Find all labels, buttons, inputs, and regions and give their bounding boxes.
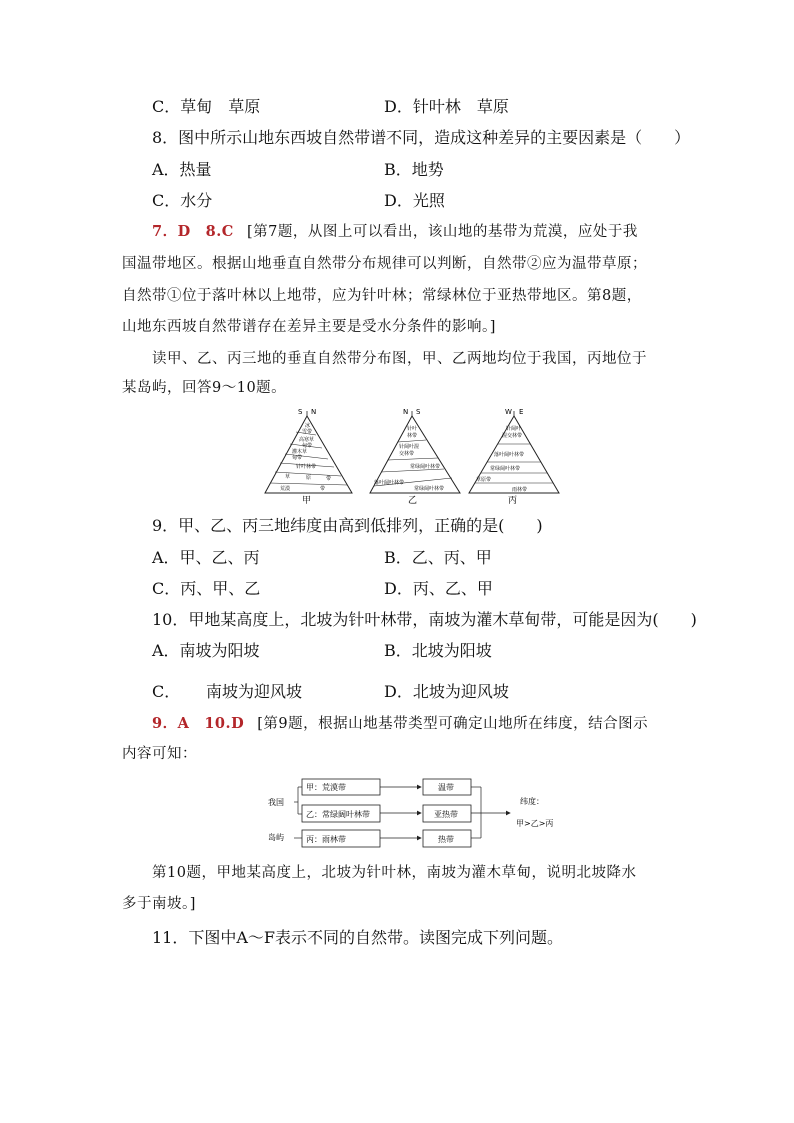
q8-option-c: C．水分 (152, 191, 213, 210)
box-jia-text: 甲：荒漠带 (306, 783, 346, 792)
jia-band-6: 甸带 (292, 455, 303, 461)
bing-band-1: 针阔叶 (506, 426, 522, 432)
answer-9-10-text1: [第9题，根据山地基带类型可确定山地所在纬度，结合图示 (257, 716, 649, 732)
yi-band-5: 常绿阔叶林带 (410, 464, 441, 470)
answer-7-8-line2: 国温带地区。根据山地垂直自然带分布规律可以判断，自然带②应为温带草原； (122, 256, 647, 272)
zone-temperate: 温带 (438, 783, 454, 792)
answer-7-8-line3: 自然带①位于落叶林以上地带，应为针叶林；常绿林位于亚热带地区。第8题， (122, 288, 642, 304)
box-yi-text: 乙：常绿阔叶林带 (306, 810, 370, 819)
q9-option-a: A．甲、乙、丙 (152, 548, 260, 567)
q8-option-b: B．地势 (384, 160, 444, 179)
q9-option-b: B．乙、丙、甲 (384, 548, 492, 567)
bing-band-4: 常绿阔叶林带 (490, 466, 521, 472)
box-bing-text: 丙：雨林带 (306, 835, 346, 844)
q7-option-d: D．针叶林 草原 (384, 97, 509, 116)
jia-band-11: 荒漠 (280, 486, 291, 492)
answer-7-8-text1: [第7题，从图上可以看出，该山地的基带为荒漠，应处于我 (246, 224, 638, 240)
bing-dir-left: W (505, 408, 512, 416)
group-label-china: 我国 (268, 798, 284, 807)
q9-stem: 9．甲、乙、丙三地纬度由高到低排列，正确的是( ) (152, 516, 543, 535)
answer-10-line2: 多于南坡。] (122, 896, 196, 912)
mountain-yi (370, 408, 460, 506)
jia-band-2: 雪带 (302, 429, 313, 435)
q8-option-a: A．热量 (152, 160, 212, 179)
q9-option-c: C．丙、甲、乙 (152, 579, 261, 598)
q8-stem: 8．图中所示山地东西坡自然带谱不同，造成这种差异的主要因素是（ ） (152, 128, 691, 147)
latitude-flow-diagram (266, 772, 596, 850)
intro-line2: 某岛屿，回答9～10题。 (122, 380, 287, 396)
q10-option-a: A．南坡为阳坡 (152, 641, 260, 660)
yi-caption: 乙 (408, 496, 418, 506)
mountain-bing (469, 408, 559, 506)
answer-7-8-line1 (152, 222, 638, 242)
mountain-jia (265, 408, 352, 506)
q7-option-c: C．草甸 草原 (152, 97, 261, 116)
answer-7-8-line4: 山地东西坡自然带谱存在差异主要是受水分条件的影响。] (122, 319, 496, 335)
q10-stem: 10．甲地某高度上，北坡为针叶林带，南坡为灌木草甸带，可能是因为( ) (152, 610, 697, 629)
answer-9-10-line2: 内容可知： (122, 746, 197, 762)
yi-band-4: 交林带 (399, 451, 415, 457)
jia-band-1: 冰 (305, 423, 311, 429)
answer-10-line1: 第10题，甲地某高度上，北坡为针叶林，南坡为灌木草甸，说明北坡降水 (152, 865, 637, 881)
q11-stem: 11．下图中A～F表示不同的自然带。读图完成下列问题。 (152, 928, 564, 947)
q10-option-b: B．北坡为阳坡 (384, 641, 492, 660)
bing-band-2: 混交林带 (502, 433, 523, 439)
jia-band-12: 带 (320, 486, 326, 492)
zone-tropical: 热带 (438, 835, 454, 844)
intro-line1: 读甲、乙、丙三地的垂直自然带分布图，甲、乙两地均位于我国，丙地位于 (152, 351, 647, 367)
result-value: 甲>乙>丙 (516, 819, 554, 828)
bing-caption: 丙 (508, 496, 518, 506)
jia-band-5: 灌木草 (292, 449, 308, 455)
jia-band-9: 原 (306, 475, 312, 481)
jia-dir-right: N (311, 408, 317, 416)
jia-band-3: 高寒草 (299, 437, 315, 443)
bing-band-6: 雨林带 (512, 487, 528, 493)
yi-band-1: 针叶 (407, 426, 418, 432)
q8-option-d: D．光照 (384, 191, 445, 210)
yi-band-7: 常绿阔叶林带 (414, 486, 445, 492)
bing-band-5: 草原带 (476, 477, 492, 483)
yi-dir-left: N (403, 408, 409, 416)
q10-option-c-text: 南坡为迎风坡 (206, 682, 303, 701)
q10-option-c-label: C． (152, 682, 181, 701)
jia-band-7: 针叶林带 (296, 464, 317, 470)
group-label-island: 岛屿 (268, 833, 284, 842)
yi-band-3: 针阔叶混 (399, 444, 420, 450)
answer-9-10-line1 (152, 714, 648, 734)
q10-option-d: D．北坡为迎风坡 (384, 682, 509, 701)
answer-7-8-label: 7．D 8.C (152, 223, 234, 240)
q9-option-d: D．丙、乙、甲 (384, 579, 493, 598)
bing-dir-right: E (519, 408, 524, 416)
yi-band-2: 林带 (407, 433, 418, 439)
bing-band-3: 落叶阔叶林带 (494, 452, 525, 458)
result-label: 纬度： (520, 797, 544, 806)
yi-dir-right: S (416, 408, 421, 416)
jia-band-4: 甸带 (302, 443, 313, 449)
jia-caption: 甲 (302, 496, 312, 506)
jia-band-8: 草 (285, 474, 291, 480)
zone-subtropical: 亚热带 (434, 810, 458, 819)
jia-dir-left: S (298, 408, 303, 416)
answer-9-10-label: 9．A 10.D (152, 715, 245, 732)
vertical-zonation-figure (262, 406, 562, 506)
yi-band-6: 落叶阔叶林带 (374, 480, 405, 486)
jia-band-10: 带 (326, 476, 332, 482)
